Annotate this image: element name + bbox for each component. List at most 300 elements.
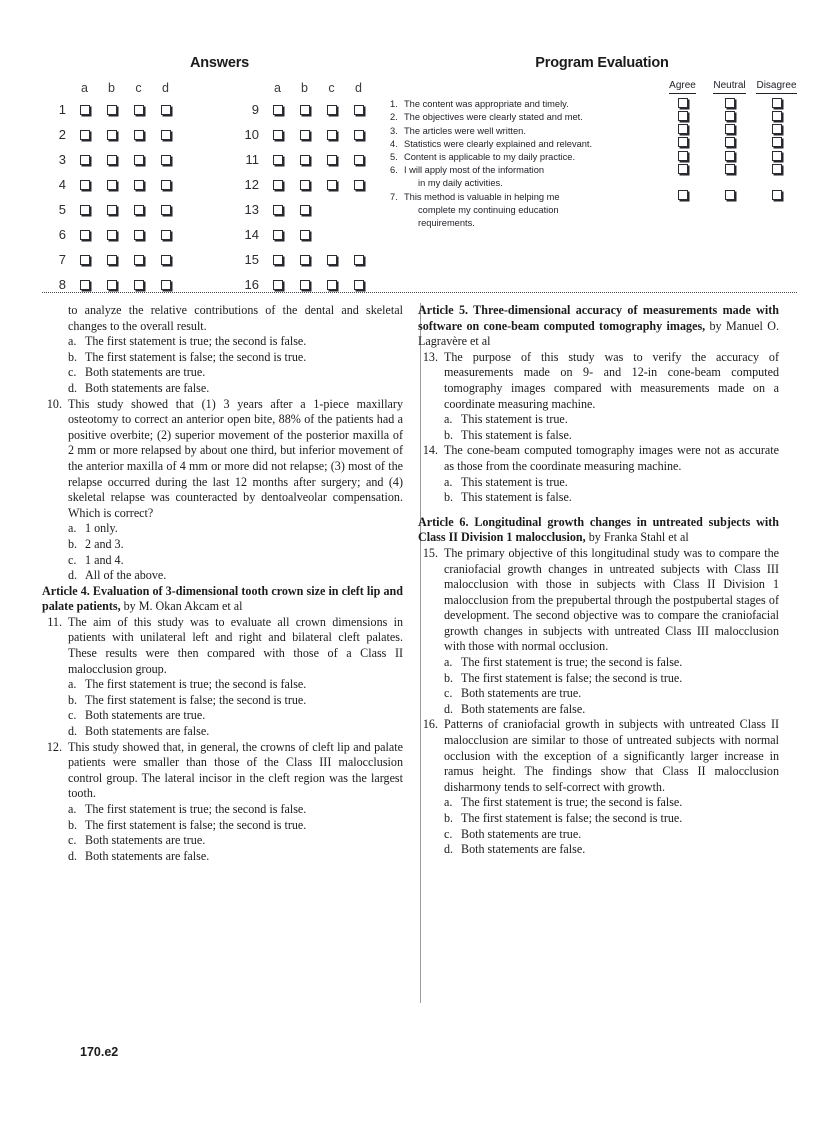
option-16-a [418,795,779,811]
empty-checkbox-icon [354,155,364,165]
empty-checkbox-icon [327,280,337,290]
option-text: Both statements are false. [461,701,586,716]
answer-form-area [0,55,838,290]
answer-checkbox-8a[interactable] [71,272,98,297]
evaluation-item-number: 1. [390,99,398,110]
evaluation-checkbox-4-agree[interactable] [659,138,706,151]
question-11 [42,615,403,677]
evaluation-checkbox-3-disagree[interactable] [753,125,800,138]
option-text: The first statement is false; the second is true. [85,692,307,707]
answers-row [235,172,372,197]
question-text: The aim of this study was to evaluate all crown dimensions in patients with unilateral left and right and bilateral cleft palates. These results were then compared with those of a Class II malocclusion group. [68,614,403,676]
question-9-continuation: to analyze the relative contributions of the dental and skeletal changes to the overall result. [68,303,403,333]
evaluation-checkbox-2-neutral[interactable] [706,111,753,124]
evaluation-item-number: 4. [390,138,398,149]
option-text: Both statements are true. [85,708,206,723]
option-text: Both statements are false. [85,848,210,863]
article-byline: by Manuel O. Lagravère et al [418,318,779,349]
empty-checkbox-icon [134,130,144,140]
answer-checkbox-empty [318,222,345,247]
answers-row-number: 6 [58,227,66,242]
answers-row-number: 8 [58,277,66,292]
question-16 [418,717,779,795]
empty-checkbox-icon [354,105,364,115]
answer-checkbox-4b[interactable] [98,172,125,197]
option-text: This statement is false. [461,490,572,505]
body-columns [42,303,798,1003]
evaluation-item-text [390,111,659,124]
option-text: 2 and 3. [85,536,124,551]
answer-checkbox-9a[interactable] [264,97,291,122]
empty-checkbox-icon [725,124,735,134]
option-text: The first statement is false; the second is true. [461,670,683,685]
option-15-c [418,686,779,702]
option-text: Both statements are true. [85,365,206,380]
empty-checkbox-icon [161,130,171,140]
evaluation-checkbox-4-neutral[interactable] [706,138,753,151]
answer-checkbox-8c[interactable] [125,272,152,297]
option-10-c [42,553,403,569]
answer-checkbox-11b[interactable] [291,147,318,172]
empty-checkbox-icon [354,255,364,265]
empty-checkbox-icon [678,151,688,161]
option-13-b [418,428,779,444]
option-letter: a. [444,474,453,489]
option-10-d [42,568,403,584]
answer-checkbox-7d[interactable] [152,247,179,272]
answers-row-number: 4 [58,177,66,192]
option-14-b [418,490,779,506]
answers-row-number: 3 [58,152,66,167]
answer-checkbox-10d[interactable] [345,122,372,147]
answer-checkbox-12c[interactable] [318,172,345,197]
answers-row [235,222,372,247]
answer-checkbox-16a[interactable] [264,272,291,297]
empty-checkbox-icon [273,255,283,265]
question-text: This study showed that, in general, the crowns of cleft lip and palate patients were smaller than those of the Class III malocclusion control group. The lateral incisor in the cleft region was the largest tooth. [68,739,403,801]
empty-checkbox-icon [80,130,90,140]
empty-checkbox-icon [273,130,283,140]
answers-column-header-d: d [162,80,169,95]
empty-checkbox-icon [772,124,782,134]
evaluation-checkbox-1-agree[interactable] [659,98,706,111]
empty-checkbox-icon [161,230,171,240]
answer-checkbox-13a[interactable] [264,197,291,222]
answers-column-header-a: a [274,80,281,95]
empty-checkbox-icon [107,130,117,140]
option-letter: c. [444,826,453,841]
evaluation-checkbox-2-agree[interactable] [659,111,706,124]
option-letter: a. [444,412,453,427]
option-15-a [418,655,779,671]
evaluation-checkbox-7-disagree[interactable] [753,191,800,231]
answer-checkbox-11d[interactable] [345,147,372,172]
answer-checkbox-10c[interactable] [318,122,345,147]
answers-header-blank [42,78,71,97]
article-title: Article 4. Evaluation of 3-dimensional tooth crown size in cleft lip and palate patients, [42,583,403,614]
option-letter: b. [68,817,78,832]
answers-row [235,247,372,272]
evaluation-item-number: 3. [390,125,398,136]
answer-checkbox-15a[interactable] [264,247,291,272]
empty-checkbox-icon [273,205,283,215]
answer-checkbox-8d[interactable] [152,272,179,297]
answer-checkbox-16c[interactable] [318,272,345,297]
evaluation-scale-label-neutral: Neutral [713,79,745,94]
answer-checkbox-2b[interactable] [98,122,125,147]
answer-checkbox-5c[interactable] [125,197,152,222]
evaluation-checkbox-1-disagree[interactable] [753,98,800,111]
evaluation-item-line: 1. The content was appropriate and timely. [404,98,659,111]
option-15-d [418,702,779,718]
answer-checkbox-2d[interactable] [152,122,179,147]
evaluation-header-blank [404,79,659,98]
answer-checkbox-16b[interactable] [291,272,318,297]
evaluation-item-text [390,98,659,111]
empty-checkbox-icon [300,280,310,290]
answers-header-row [42,78,179,97]
evaluation-item-row [404,164,800,190]
empty-checkbox-icon [134,280,144,290]
empty-checkbox-icon [772,164,782,174]
empty-checkbox-icon [107,230,117,240]
option-letter: b. [444,427,454,442]
answer-checkbox-12b[interactable] [291,172,318,197]
answers-row-number: 1 [58,102,66,117]
answer-checkbox-empty [345,222,372,247]
empty-checkbox-icon [300,180,310,190]
question-text: The purpose of this study was to verify the accuracy of measurements made on 9- and 12-in cone-beam computed tomography images compared with measurements made on a coordinate measuring machine. [444,349,779,411]
answers-column-header-b: b [108,80,115,95]
answers-block [42,55,397,297]
evaluation-item-line: 5. Content is applicable to my daily practice. [404,151,659,164]
question-text: The primary objective of this longitudinal study was to compare the craniofacial growth changes in untreated subjects with Class III malocclusion with those in subjects with Class II Division 1 malocclusion from the prepubertal through the postpubertal stages of development. The second objective was to compare the craniofacial growth changes in subjects with untreated Class III malocclusion with those with normal occlusion. [444,545,779,654]
question-number: 11. [47,614,62,629]
answer-checkbox-7b[interactable] [98,247,125,272]
option-letter: d. [68,568,78,583]
answer-checkbox-1d[interactable] [152,97,179,122]
option-text: 1 only. [85,521,118,536]
answer-checkbox-2a[interactable] [71,122,98,147]
evaluation-checkbox-5-disagree[interactable] [753,151,800,164]
answer-checkbox-12d[interactable] [345,172,372,197]
answer-checkbox-6c[interactable] [125,222,152,247]
answer-checkbox-6b[interactable] [98,222,125,247]
empty-checkbox-icon [678,164,688,174]
empty-checkbox-icon [134,180,144,190]
empty-checkbox-icon [327,180,337,190]
answer-checkbox-empty [318,197,345,222]
evaluation-item-line: complete my continuing education [418,204,559,215]
answers-row-number: 9 [251,102,259,117]
answer-checkbox-7a[interactable] [71,247,98,272]
article-heading-6 [418,515,779,546]
option-letter: c. [68,833,77,848]
empty-checkbox-icon [327,105,337,115]
option-14-a [418,475,779,491]
answer-checkbox-7c[interactable] [125,247,152,272]
answer-checkbox-11a[interactable] [264,147,291,172]
answers-row-number: 10 [244,127,259,142]
section-spacer [418,506,779,515]
option-letter: c. [444,686,453,701]
answer-checkbox-14a[interactable] [264,222,291,247]
answers-grid-right[interactable] [235,78,372,297]
answer-checkbox-5b[interactable] [98,197,125,222]
evaluation-checkbox-3-agree[interactable] [659,125,706,138]
option-text: The first statement is true; the second is false. [85,334,307,349]
blank-spacer [328,231,336,239]
question-number: 12. [46,739,62,754]
answer-checkbox-12a[interactable] [264,172,291,197]
article-byline: by M. Okan Akcam et al [120,599,243,614]
empty-checkbox-icon [107,280,117,290]
option-text: This statement is false. [461,427,572,442]
evaluation-scale-label-disagree: Disagree [756,79,796,94]
question-text: Patterns of craniofacial growth in subjects with untreated Class II malocclusion are similar to those of untreated subjects with normal occlusion with the exception of a significantly larger increase in ramus height. The findings show that Class II malocclusion disharmony tends to self-correct with growth. [444,717,779,794]
option-letter: d. [444,842,454,857]
evaluation-checkbox-5-agree[interactable] [659,151,706,164]
answers-row-number: 12 [244,177,259,192]
answer-checkbox-3b[interactable] [98,147,125,172]
option-letter: a. [68,802,77,816]
evaluation-checkbox-7-neutral[interactable] [706,191,753,231]
answers-header-row [235,78,372,97]
answer-checkbox-15d[interactable] [345,247,372,272]
answer-checkbox-14b[interactable] [291,222,318,247]
evaluation-checkbox-6-agree[interactable] [659,164,706,190]
answer-checkbox-5d[interactable] [152,197,179,222]
answers-row [42,147,179,172]
empty-checkbox-icon [80,155,90,165]
evaluation-checkbox-1-neutral[interactable] [706,98,753,111]
option-text: Both statements are false. [85,724,210,739]
answers-column-header-a: a [81,80,88,95]
evaluation-checkbox-7-agree[interactable] [659,191,706,231]
empty-checkbox-icon [327,155,337,165]
empty-checkbox-icon [327,130,337,140]
evaluation-scale-header-disagree [753,79,800,98]
option-text: Both statements are true. [461,686,582,701]
evaluation-checkbox-5-neutral[interactable] [706,151,753,164]
answer-checkbox-9c[interactable] [318,97,345,122]
answer-checkbox-10a[interactable] [264,122,291,147]
evaluation-scale-label-agree: Agree [669,79,696,94]
option-10-b [42,537,403,553]
answer-checkbox-9b[interactable] [291,97,318,122]
option-15-b [418,671,779,687]
question-number: 10. [46,396,62,411]
evaluation-item-row [404,111,800,124]
evaluation-checkbox-3-neutral[interactable] [706,125,753,138]
answer-checkbox-4d[interactable] [152,172,179,197]
option-letter: c. [68,708,77,723]
article-byline: by Franka Stahl et al [585,530,689,545]
option-letter: b. [444,811,454,825]
empty-checkbox-icon [300,230,310,240]
evaluation-item-row [404,191,800,231]
evaluation-checkbox-2-disagree[interactable] [753,111,800,124]
option-text: The first statement is false; the second is true. [461,811,683,825]
empty-checkbox-icon [80,230,90,240]
option-9-c [42,365,403,381]
answers-row-number: 14 [244,227,259,242]
program-evaluation-block [390,55,800,230]
option-letter: a. [444,655,453,670]
option-text: Both statements are true. [85,833,206,848]
option-letter: b. [444,670,454,685]
program-evaluation-title: Program Evaluation [535,55,669,71]
answers-row [235,197,372,222]
empty-checkbox-icon [772,98,782,108]
answers-column-header-b: b [301,80,308,95]
option-16-c [418,827,779,843]
answers-row [42,122,179,147]
empty-checkbox-icon [300,205,310,215]
empty-checkbox-icon [772,111,782,121]
empty-checkbox-icon [134,205,144,215]
evaluation-item-number: 7. [390,191,398,202]
option-9-a [42,334,403,350]
evaluation-item-line: requirements. [418,218,475,229]
answer-checkbox-10b[interactable] [291,122,318,147]
option-letter: b. [68,536,78,551]
option-12-a [42,802,403,818]
evaluation-item-line: in my daily activities. [418,178,503,189]
evaluation-checkbox-4-disagree[interactable] [753,138,800,151]
empty-checkbox-icon [161,180,171,190]
option-text: The first statement is true; the second is false. [461,795,683,810]
empty-checkbox-icon [273,280,283,290]
answer-checkbox-4c[interactable] [125,172,152,197]
right-text-column [418,303,779,858]
empty-checkbox-icon [354,280,364,290]
option-12-c [42,833,403,849]
question-15 [418,546,779,655]
option-letter: c. [68,365,77,380]
option-letter: b. [68,692,78,707]
empty-checkbox-icon [678,137,688,147]
evaluation-scale-header-agree [659,79,706,98]
answers-title: Answers [189,55,250,71]
answers-row [235,97,372,122]
program-evaluation-table[interactable] [390,79,800,230]
option-10-a [42,521,403,537]
answer-checkbox-9d[interactable] [345,97,372,122]
option-letter: a. [68,677,77,692]
option-text: The first statement is true; the second is false. [85,802,307,816]
empty-checkbox-icon [354,130,364,140]
option-letter: a. [444,795,453,810]
empty-checkbox-icon [273,155,283,165]
option-letter: c. [68,552,77,567]
evaluation-item-text [390,138,659,151]
empty-checkbox-icon [134,230,144,240]
question-number: 13. [422,349,438,364]
answer-checkbox-13b[interactable] [291,197,318,222]
answer-checkbox-2c[interactable] [125,122,152,147]
answer-checkbox-3a[interactable] [71,147,98,172]
option-text: Both statements are true. [461,826,582,841]
option-9-b [42,350,403,366]
empty-checkbox-icon [354,180,364,190]
empty-checkbox-icon [678,111,688,121]
empty-checkbox-icon [161,280,171,290]
answer-checkbox-1c[interactable] [125,97,152,122]
question-number: 16. [422,717,438,732]
question-number: 14. [422,443,438,458]
option-11-c [42,708,403,724]
answer-checkbox-1b[interactable] [98,97,125,122]
option-letter: d. [444,701,454,716]
answer-checkbox-6d[interactable] [152,222,179,247]
option-12-b [42,818,403,834]
page-number: 170.e2 [80,1045,119,1059]
answers-grid-left[interactable] [42,78,179,297]
answer-checkbox-8b[interactable] [98,272,125,297]
empty-checkbox-icon [134,255,144,265]
answer-checkbox-1a[interactable] [71,97,98,122]
evaluation-checkbox-6-neutral[interactable] [706,164,753,190]
answers-row [235,122,372,147]
answer-checkbox-empty [345,197,372,222]
answers-row-number: 13 [244,202,259,217]
question-14 [418,443,779,474]
empty-checkbox-icon [273,105,283,115]
empty-checkbox-icon [678,98,688,108]
empty-checkbox-icon [300,105,310,115]
evaluation-item-line: 7. This method is valuable in helping me [404,191,659,204]
evaluation-item-text [390,125,659,138]
option-12-d [42,849,403,865]
evaluation-scale-header-neutral [706,79,753,98]
answers-grids [42,78,397,297]
answer-checkbox-15c[interactable] [318,247,345,272]
answers-row [42,97,179,122]
answer-checkbox-16d[interactable] [345,272,372,297]
option-11-b [42,693,403,709]
answers-row [42,247,179,272]
question-13 [418,350,779,412]
question-10 [42,397,403,522]
answer-checkbox-3d[interactable] [152,147,179,172]
answer-checkbox-5a[interactable] [71,197,98,222]
blank-spacer [355,231,363,239]
answer-checkbox-6a[interactable] [71,222,98,247]
left-text-column [42,303,403,864]
answers-row-number: 11 [245,152,259,167]
option-letter: d. [68,848,78,863]
answers-row [42,197,179,222]
empty-checkbox-icon [80,205,90,215]
answers-row-number: 16 [244,277,259,292]
empty-checkbox-icon [300,255,310,265]
evaluation-checkbox-6-disagree[interactable] [753,164,800,190]
answer-checkbox-15b[interactable] [291,247,318,272]
answer-checkbox-3c[interactable] [125,147,152,172]
answer-checkbox-4a[interactable] [71,172,98,197]
empty-checkbox-icon [134,105,144,115]
empty-checkbox-icon [725,151,735,161]
evaluation-item-line: 6. I will apply most of the information [404,164,659,177]
option-16-d [418,842,779,858]
evaluation-item-text [390,191,659,231]
answers-header-blank [235,78,264,97]
answer-checkbox-11c[interactable] [318,147,345,172]
answers-row [235,272,372,297]
option-letter: a. [68,521,77,536]
blank-spacer [328,206,336,214]
